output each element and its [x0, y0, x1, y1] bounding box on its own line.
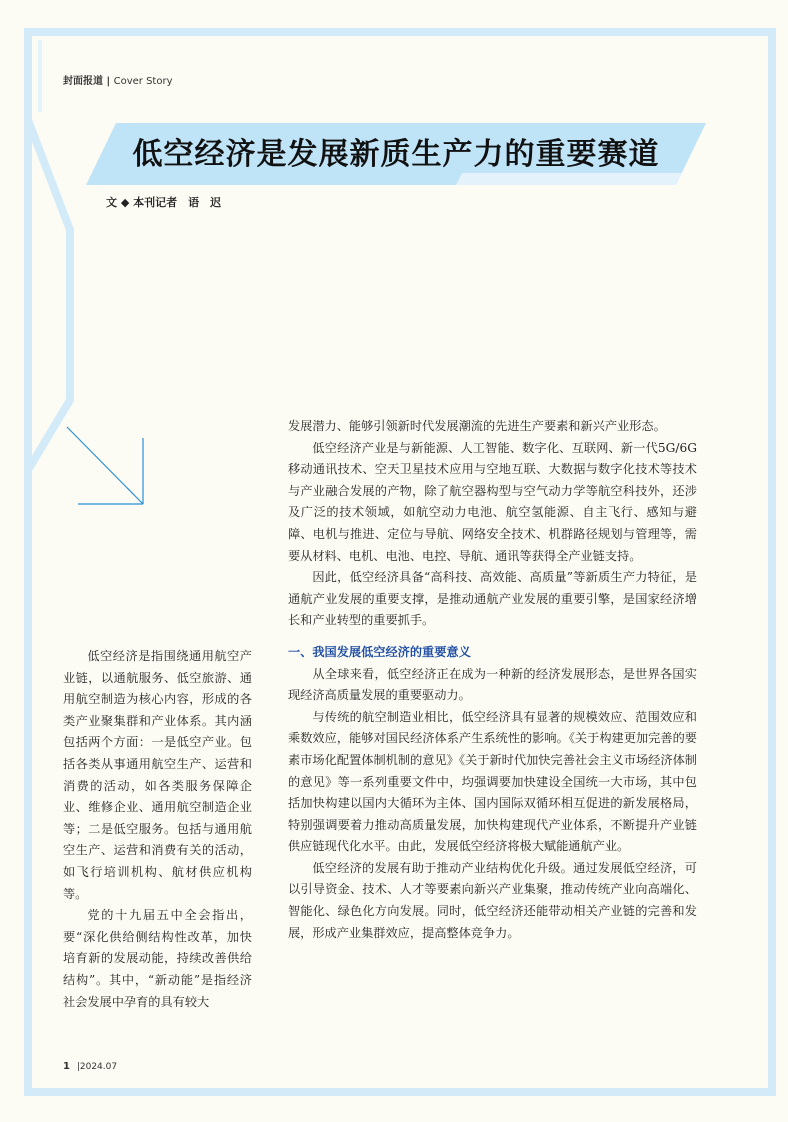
section-label: [63, 72, 173, 87]
issue-label: |2024.07: [76, 1062, 118, 1072]
page-number: 1: [63, 1061, 70, 1072]
section-label-cn: 封面报道: [63, 76, 103, 87]
left-paragraph-1: 低空经济是指围绕通用航空产业链，以通航服务、低空旅游、通用航空制造为核心内容，形成的各类产业聚集群和产业体系。其内涵包括两个方面：一是低空产业。包括各类从事通用航空生产、运营和消费的活动，如各类服务保障企业、维修企业、通用航空制造企业等；二是低空服务。包括与通用航空生产、运营和消费有关的活动，如飞行培训机构、航材供应机构等。: [63, 649, 252, 901]
left-column: [63, 646, 252, 1013]
article-title: 低空经济是发展新质生产力的重要赛道: [132, 137, 660, 172]
right-paragraph-2: 因此，低空经济具备“高科技、高效能、高质量”等新质生产力特征，是通航产业发展的重要支撑，是推动通航产业发展的重要引擎，是国家经济增长和产业转型的重要抓手。: [288, 570, 697, 628]
article-byline: 文 ◆ 本刊记者 语 迟: [106, 196, 222, 209]
section-label-en: Cover Story: [113, 76, 173, 87]
right-column: [288, 416, 697, 944]
section-label-separator: |: [106, 76, 111, 87]
right-paragraph-1: 低空经济产业是与新能源、人工智能、数字化、互联网、新一代5G/6G移动通讯技术、空天卫星技术应用与空地互联、大数据与数字化技术等技术与产业融合发展的产物，除了航空器构型与空气动力学等航空科技外，还涉及广泛的技术领域，如航空动力电池、航空氢能源、自主飞行、感知与避障、电机与推进、定位与导航、网络安全技术、机群路径规划与管理等，需要从材料、电机、电池、电控、导航、通讯等获得全产业链支持。: [288, 440, 697, 563]
left-paragraph-2: 党的十九届五中全会指出，要“深化供给侧结构性改革，加快培育新的发展动能，持续改善供给结构”。其中，“新动能”是指经济社会发展中孕育的具有较大: [63, 908, 252, 1009]
arrow-decoration-icon: [67, 427, 143, 504]
right-paragraph-3: 从全球来看，低空经济正在成为一种新的经济发展形态，是世界各国实现经济高质量发展的重要驱动力。: [288, 666, 697, 703]
right-continuation: 发展潜力、能够引领新时代发展潮流的先进生产要素和新兴产业形态。: [288, 419, 666, 433]
page-footer: [63, 1061, 117, 1072]
right-paragraph-5: 低空经济的发展有助于推动产业结构优化升级。通过发展低空经济，可以引导资金、技术、人才等要素向新兴产业集聚，推动传统产业向高端化、智能化、绿色化方向发展。同时，低空经济还能带动相关产业链的完善和发展，形成产业集群效应，提高整体竞争力。: [288, 860, 697, 940]
section-heading: 一、我国发展低空经济的重要意义: [288, 644, 471, 659]
right-paragraph-4: 与传统的航空制造业相比，低空经济具有显著的规模效应、范围效应和乘数效应，能够对国民经济体系产生系统性的影响。《关于构建更加完善的要素市场化配置体制机制的意见》《关于新时代加快完善社会主义市场经济体制的意见》等一系列重要文件中，均强调要加快建设全国统一大市场，其中包括加快构建以国内大循环为主体、国内国际双循环相互促进的新发展格局，特别强调要着力推动高质量发展，加快构建现代产业体系，不断提升产业链供应链现代化水平。由此，发展低空经济将极大赋能通航产业。: [288, 709, 697, 854]
